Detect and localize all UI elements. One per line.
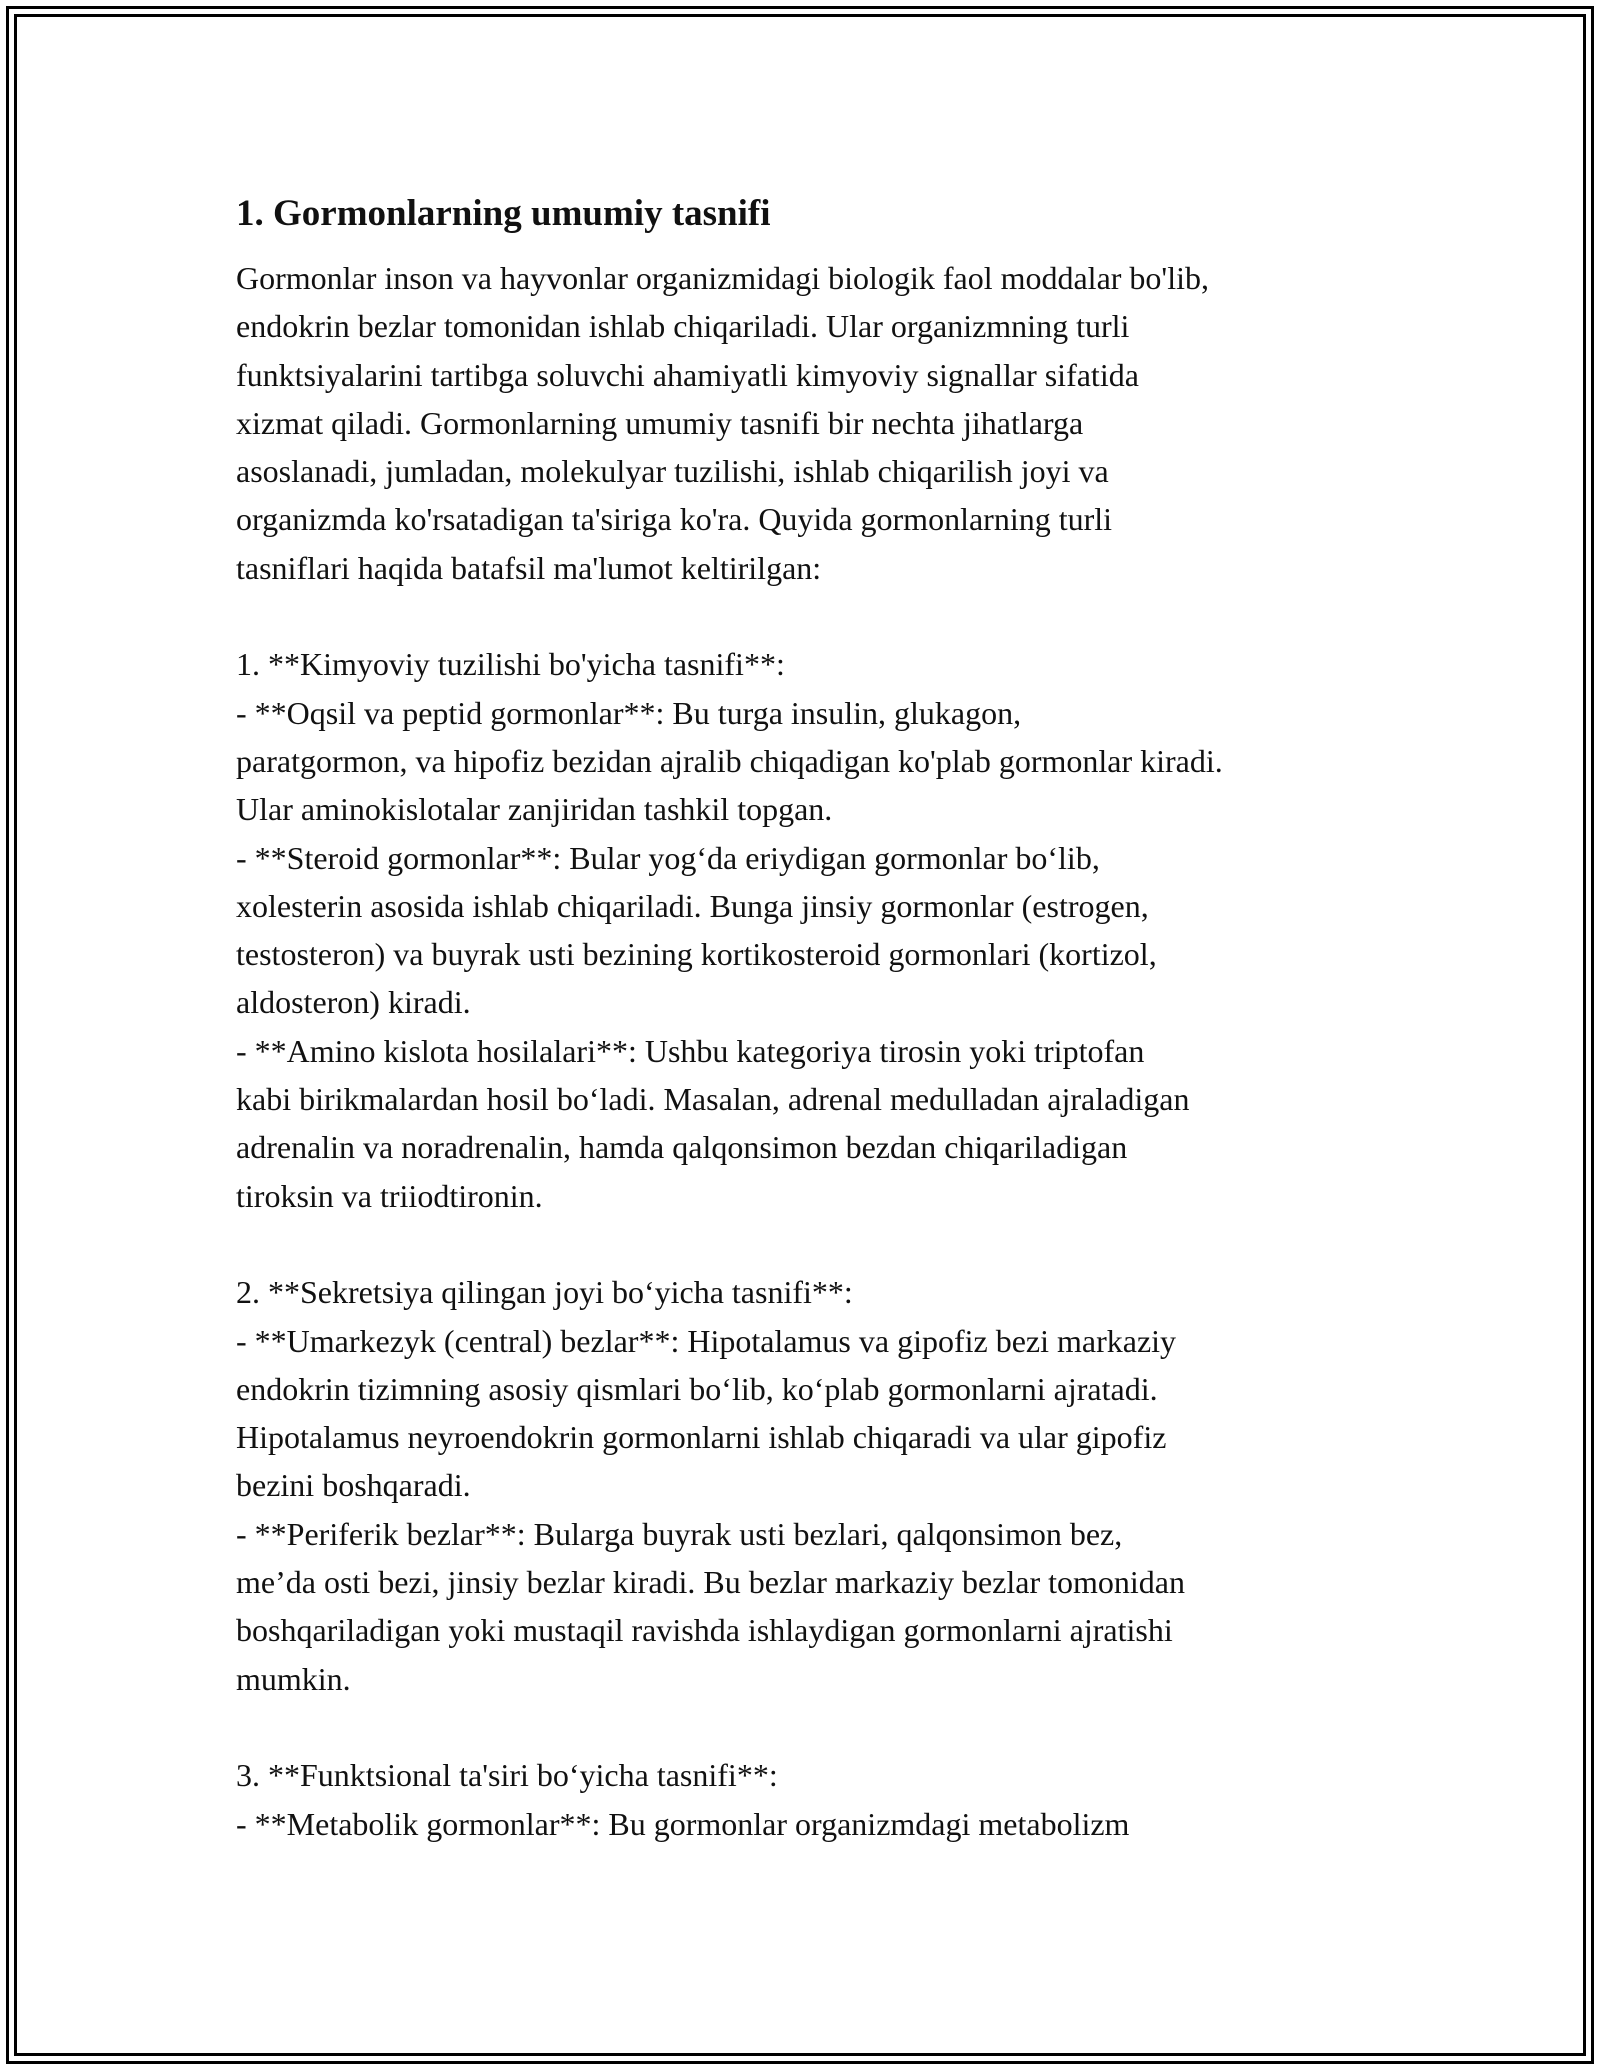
paragraph-spacer [236, 1220, 1396, 1268]
document-body [236, 186, 1396, 1848]
intro-paragraph: Gormonlar inson va hayvonlar organizmidagi biologik faol moddalar bo'lib, endokrin bezlar tomonidan ishlab chiqariladi. Ular organizmning turli funktsiyalarini tartibga soluvchi ahamiyatli kimyoviy signallar sifatida xizmat qiladi. Gormonlarning umumiy tasnifi bir nechta jihatlarga asoslanadi, jumladan, molekulyar tuzilishi, ishlab chiqarilish joyi va organizmda ko'rsatadigan ta'siriga ko'ra. Quyida gormonlarning turli tasniflari haqida batafsil ma'lumot keltirilgan: [236, 260, 1209, 586]
paragraph-spacer [236, 592, 1396, 640]
section-chemical-classification: 1. **Kimyoviy tuzilishi bo'yicha tasnifi**: - **Oqsil va peptid gormonlar**: Bu turga insulin, glukagon, paratgormon, va hipofiz bezidan ajralib chiqadigan ko'plab gormonlar kiradi. Ular aminokislotalar zanjiridan tashkil topgan. - **Steroid gormonlar**: Bular yog‘da eriydigan gormonlar bo‘lib, xolesterin asosida ishlab chiqariladi. Bunga jinsiy gormonlar (estrogen, testosteron) va buyrak usti bezining kortikosteroid gormonlari (kortizol, aldosteron) kiradi. - **Amino kislota hosilalari**: Ushbu kategoriya tirosin yoki triptofan kabi birikmalardan hosil bo‘ladi. Masalan, adrenal medulladan ajraladigan adrenalin va noradrenalin, hamda qalqonsimon bezdan chiqariladigan tiroksin va triiodtironin. [236, 646, 1223, 1214]
paragraph-spacer [236, 1703, 1396, 1751]
section-functional-classification: 3. **Funktsional ta'siri bo‘yicha tasnifi**: - **Metabolik gormonlar**: Bu gormonlar organizmdagi metabolizm [236, 1757, 1130, 1842]
section-secretion-classification: 2. **Sekretsiya qilingan joyi bo‘yicha tasnifi**: - **Umarkezyk (central) bezlar**: Hipotalamus va gipofiz bezi markaziy endokrin tizimning asosiy qismlari bo‘lib, ko‘plab gormonlarni ajratadi. Hipotalamus neyroendokrin gormonlarni ishlab chiqaradi va ular gipofiz bezini boshqaradi. - **Periferik bezlar**: Bularga buyrak usti bezlari, qalqonsimon bez, me’da osti bezi, jinsiy bezlar kiradi. Bu bezlar markaziy bezlar tomonidan boshqariladigan yoki mustaqil ravishda ishlaydigan gormonlarni ajratishi mumkin. [236, 1274, 1185, 1697]
document-title: 1. Gormonlarning umumiy tasnifi [236, 193, 771, 234]
